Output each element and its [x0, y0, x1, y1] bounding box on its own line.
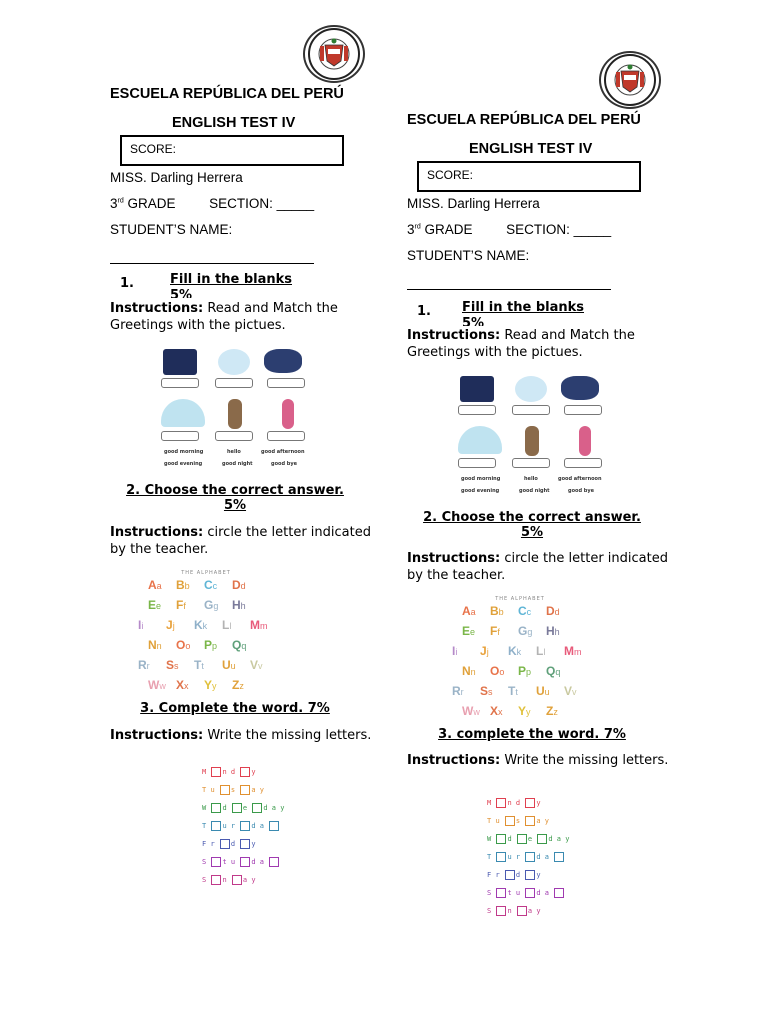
- missing-letter-box[interactable]: [525, 888, 535, 898]
- section2-instructions: [407, 550, 669, 584]
- instructions-label: Instructions:: [110, 728, 204, 743]
- section2-heading: [407, 510, 657, 540]
- missing-letter-box[interactable]: [554, 888, 564, 898]
- alphabet-letter[interactable]: Ee: [148, 598, 162, 612]
- answer-box[interactable]: [161, 431, 199, 441]
- section3-instructions: [407, 752, 669, 769]
- instructions-text: circle the letter indicated by the teacher.: [110, 525, 371, 557]
- section2-title: 2. Choose the correct answer.: [423, 510, 641, 525]
- missing-letter-box[interactable]: [537, 834, 547, 844]
- alphabet-letter[interactable]: Yy: [518, 704, 531, 718]
- alphabet-letter[interactable]: Ww: [462, 704, 480, 718]
- alphabet-letter[interactable]: Rr: [138, 658, 150, 672]
- section3-heading: [110, 701, 360, 716]
- days-of-week-words: [487, 794, 597, 920]
- day-word: S t u d a: [202, 853, 312, 871]
- section1-points: 5%: [170, 288, 193, 298]
- alphabet-letter[interactable]: Pp: [204, 638, 218, 652]
- alphabet-letter[interactable]: Pp: [518, 664, 532, 678]
- missing-letter-box[interactable]: [517, 906, 527, 916]
- greeting-option: good afternoon: [261, 449, 305, 455]
- alphabet-letter[interactable]: Tt: [508, 684, 518, 698]
- section-field: SECTION: _____: [506, 222, 612, 237]
- alphabet-letter[interactable]: Mm: [564, 644, 582, 658]
- missing-letter-box[interactable]: [232, 875, 242, 885]
- alphabet-letter[interactable]: Qq: [546, 664, 561, 678]
- score-box: [120, 135, 344, 166]
- score-box: [417, 161, 641, 192]
- greetings-matching-image: [455, 372, 607, 498]
- day-word: M n d y: [487, 799, 545, 807]
- missing-letter-box[interactable]: [517, 834, 527, 844]
- answer-box[interactable]: [512, 458, 550, 468]
- day-word: F r d y: [202, 840, 260, 848]
- missing-letter-box[interactable]: [211, 821, 221, 831]
- alphabet-letter[interactable]: Jj: [480, 644, 489, 658]
- alphabet-row: [462, 602, 584, 622]
- section1-number: 1.: [120, 276, 134, 291]
- alphabet-letter[interactable]: Kk: [194, 618, 208, 632]
- greeting-option: good night: [222, 461, 253, 467]
- answer-box[interactable]: [215, 431, 253, 441]
- missing-letter-box[interactable]: [554, 852, 564, 862]
- student-name-label: STUDENT’S NAME:: [407, 248, 530, 263]
- answer-box[interactable]: [512, 405, 550, 415]
- day-word: M n d y: [202, 768, 260, 776]
- night-desk-picture: [460, 376, 494, 402]
- alphabet-letter[interactable]: Ee: [462, 624, 476, 638]
- alphabet-letter[interactable]: Aa: [462, 604, 476, 618]
- alphabet-letter[interactable]: Ll: [536, 644, 546, 658]
- answer-box[interactable]: [564, 458, 602, 468]
- teacher-name: MISS. Darling Herrera: [407, 196, 540, 211]
- evening-bed-picture: [264, 349, 302, 373]
- day-word: S t u d a: [487, 884, 597, 902]
- alphabet-letter[interactable]: Jj: [166, 618, 175, 632]
- alphabet-row: [148, 596, 270, 616]
- boy-waving-picture: [228, 399, 242, 429]
- missing-letter-box[interactable]: [240, 857, 250, 867]
- boy-waving-picture: [525, 426, 539, 456]
- day-word: W d e d a y: [487, 835, 574, 843]
- grade-number: 3: [407, 222, 415, 237]
- alphabet-letter[interactable]: Aa: [148, 578, 162, 592]
- day-word: W d e d a y: [202, 804, 289, 812]
- section1-title: Fill in the blanks: [462, 300, 584, 315]
- alphabet-row: [462, 702, 584, 722]
- alphabet-letter[interactable]: Ff: [176, 598, 186, 612]
- alphabet-letter[interactable]: Ii: [452, 644, 458, 658]
- missing-letter-box[interactable]: [505, 816, 515, 826]
- alphabet-letter[interactable]: Ff: [490, 624, 500, 638]
- day-word: T u r d a: [487, 848, 597, 866]
- peru-coat-of-arms-icon: [305, 27, 363, 81]
- alphabet-letter[interactable]: Kk: [508, 644, 522, 658]
- greeting-option: good bye: [271, 461, 297, 467]
- missing-letter-box[interactable]: [211, 767, 221, 777]
- greeting-option: good evening: [461, 488, 500, 494]
- alphabet-letter[interactable]: Xx: [490, 704, 503, 718]
- greeting-option: good night: [519, 488, 550, 494]
- day-word: T u r d a: [202, 817, 312, 835]
- alphabet-letter[interactable]: Bb: [490, 604, 504, 618]
- instructions-text: Read and Match the Greetings with the pictues.: [110, 301, 338, 333]
- section-field: SECTION: _____: [209, 196, 315, 211]
- girl-goodbye-picture: [579, 426, 591, 456]
- missing-letter-box[interactable]: [496, 852, 506, 862]
- alphabet-letter[interactable]: Ss: [480, 684, 493, 698]
- test-title: ENGLISH TEST IV: [172, 115, 296, 131]
- greeting-option: good morning: [164, 449, 204, 455]
- alphabet-letter[interactable]: Uu: [536, 684, 550, 698]
- answer-box[interactable]: [458, 405, 496, 415]
- section1-heading: [417, 300, 617, 326]
- instructions-label: Instructions:: [110, 301, 204, 316]
- peru-coat-of-arms-icon: [601, 53, 659, 107]
- girl-goodbye-picture: [282, 399, 294, 429]
- missing-letter-box[interactable]: [220, 839, 230, 849]
- score-label: SCORE:: [130, 142, 177, 156]
- alphabet-letter[interactable]: Tt: [194, 658, 204, 672]
- answer-box[interactable]: [458, 458, 496, 468]
- missing-letter-box[interactable]: [269, 821, 279, 831]
- section2-points: 5%: [520, 525, 544, 540]
- alphabet-letter[interactable]: Mm: [250, 618, 268, 632]
- greetings-matching-image: [158, 345, 310, 471]
- missing-letter-box[interactable]: [220, 785, 230, 795]
- greeting-option: hello: [524, 476, 538, 482]
- section2-title: 2. Choose the correct answer.: [126, 483, 344, 498]
- student-name-line[interactable]: [407, 288, 611, 290]
- missing-letter-box[interactable]: [240, 821, 250, 831]
- missing-letter-box[interactable]: [496, 834, 506, 844]
- alphabet-letter[interactable]: Ww: [148, 678, 166, 692]
- instructions-text: Read and Match the Greetings with the pictues.: [407, 328, 635, 360]
- alphabet-letter[interactable]: Nn: [148, 638, 162, 652]
- section1-number: 1.: [417, 304, 431, 319]
- alphabet-letter[interactable]: Hh: [546, 624, 560, 638]
- morning-girl-picture: [515, 376, 547, 402]
- alphabet-row: [452, 682, 584, 702]
- alphabet-row: [138, 656, 270, 676]
- alphabet-letter[interactable]: Ii: [138, 618, 144, 632]
- missing-letter-box[interactable]: [525, 870, 535, 880]
- grade-word: GRADE: [424, 222, 473, 237]
- section1-instructions: [110, 300, 372, 334]
- section1-title: Fill in the blanks: [170, 272, 292, 287]
- alphabet-chart: [138, 570, 270, 692]
- section2-points: 5%: [223, 498, 247, 513]
- alphabet-row: [148, 576, 270, 596]
- alphabet-row: [138, 616, 270, 636]
- greeting-option: good morning: [461, 476, 501, 482]
- section2-instructions: [110, 524, 372, 558]
- instructions-label: Instructions:: [110, 525, 204, 540]
- student-name-line[interactable]: [110, 262, 314, 264]
- grade-number: 3: [110, 196, 118, 211]
- instructions-text: Write the missing letters.: [500, 753, 669, 768]
- instructions-label: Instructions:: [407, 551, 501, 566]
- answer-box[interactable]: [267, 431, 305, 441]
- section1-instructions: [407, 327, 669, 361]
- missing-letter-box[interactable]: [496, 906, 506, 916]
- alphabet-letter[interactable]: Gg: [518, 624, 533, 638]
- alphabet-letter[interactable]: Rr: [452, 684, 464, 698]
- alphabet-row: [148, 676, 270, 696]
- missing-letter-box[interactable]: [240, 785, 250, 795]
- missing-letter-box[interactable]: [496, 888, 506, 898]
- alphabet-letter[interactable]: Hh: [232, 598, 246, 612]
- answer-box[interactable]: [564, 405, 602, 415]
- score-label: SCORE:: [427, 168, 474, 182]
- school-seal-logo: [303, 25, 365, 83]
- alphabet-letter[interactable]: Dd: [546, 604, 560, 618]
- missing-letter-box[interactable]: [252, 803, 262, 813]
- student-name-label: STUDENT’S NAME:: [110, 222, 233, 237]
- alphabet-letter[interactable]: Zz: [546, 704, 558, 718]
- school-name: ESCUELA REPÚBLICA DEL PERÚ: [110, 86, 344, 102]
- alphabet-letter[interactable]: Cc: [204, 578, 218, 592]
- alphabet-letter[interactable]: Oo: [176, 638, 191, 652]
- greeting-option: good afternoon: [558, 476, 602, 482]
- missing-letter-box[interactable]: [211, 875, 221, 885]
- alphabet-letter[interactable]: Uu: [222, 658, 236, 672]
- answer-box[interactable]: [215, 378, 253, 388]
- missing-letter-box[interactable]: [269, 857, 279, 867]
- section2-heading: [110, 483, 360, 513]
- test-title: ENGLISH TEST IV: [469, 141, 593, 157]
- right-test-copy: [384, 0, 768, 1024]
- school-seal-logo: [599, 51, 661, 109]
- evening-bed-picture: [561, 376, 599, 400]
- missing-letter-box[interactable]: [240, 767, 250, 777]
- day-word: F r d y: [487, 871, 545, 879]
- section3-title: 3. complete the word. 7%: [438, 727, 626, 742]
- afternoon-park-picture: [458, 426, 502, 454]
- section1-points: 5%: [462, 316, 485, 326]
- alphabet-row: [148, 636, 270, 656]
- afternoon-park-picture: [161, 399, 205, 427]
- day-word: T u s a y: [202, 786, 269, 794]
- days-of-week-words: [202, 763, 312, 889]
- section3-heading: [407, 727, 657, 742]
- alphabet-letter[interactable]: Vv: [564, 684, 577, 698]
- alphabet-letter[interactable]: Nn: [462, 664, 476, 678]
- school-name: ESCUELA REPÚBLICA DEL PERÚ: [407, 112, 641, 128]
- alphabet-chart: [452, 596, 584, 718]
- alphabet-letter[interactable]: Vv: [250, 658, 263, 672]
- alphabet-letter[interactable]: Cc: [518, 604, 532, 618]
- day-word: T u s a y: [487, 817, 554, 825]
- missing-letter-box[interactable]: [525, 798, 535, 808]
- missing-letter-box[interactable]: [211, 803, 221, 813]
- grade-word: GRADE: [127, 196, 176, 211]
- greeting-option: good bye: [568, 488, 594, 494]
- alphabet-title: THE ALPHABET: [181, 570, 231, 576]
- alphabet-letter[interactable]: Xx: [176, 678, 189, 692]
- missing-letter-box[interactable]: [211, 857, 221, 867]
- alphabet-letter[interactable]: Oo: [490, 664, 505, 678]
- missing-letter-box[interactable]: [496, 798, 506, 808]
- alphabet-letter[interactable]: Ll: [222, 618, 232, 632]
- grade-suffix: rd: [117, 197, 124, 205]
- section1-heading: [120, 272, 320, 298]
- instructions-text: circle the letter indicated by the teacher.: [407, 551, 668, 583]
- morning-girl-picture: [218, 349, 250, 375]
- alphabet-row: [462, 662, 584, 682]
- missing-letter-box[interactable]: [525, 852, 535, 862]
- missing-letter-box[interactable]: [525, 816, 535, 826]
- night-desk-picture: [163, 349, 197, 375]
- alphabet-letter[interactable]: Zz: [232, 678, 244, 692]
- alphabet-letter[interactable]: Ss: [166, 658, 179, 672]
- missing-letter-box[interactable]: [232, 803, 242, 813]
- grade-section-line: [110, 196, 314, 211]
- alphabet-letter[interactable]: Gg: [204, 598, 219, 612]
- missing-letter-box[interactable]: [240, 839, 250, 849]
- alphabet-letter[interactable]: Dd: [232, 578, 246, 592]
- section3-title: 3. Complete the word. 7%: [140, 701, 330, 716]
- answer-box[interactable]: [161, 378, 199, 388]
- alphabet-title: THE ALPHABET: [495, 596, 545, 602]
- answer-box[interactable]: [267, 378, 305, 388]
- alphabet-letter[interactable]: Yy: [204, 678, 217, 692]
- day-word: S n a y: [487, 907, 545, 915]
- missing-letter-box[interactable]: [505, 870, 515, 880]
- instructions-label: Instructions:: [407, 328, 501, 343]
- greeting-option: hello: [227, 449, 241, 455]
- instructions-label: Instructions:: [407, 753, 501, 768]
- greeting-option: good evening: [164, 461, 203, 467]
- alphabet-letter[interactable]: Bb: [176, 578, 190, 592]
- teacher-name: MISS. Darling Herrera: [110, 170, 243, 185]
- alphabet-row: [462, 622, 584, 642]
- day-word: S n a y: [202, 876, 260, 884]
- grade-suffix: rd: [414, 223, 421, 231]
- instructions-text: Write the missing letters.: [203, 728, 372, 743]
- alphabet-letter[interactable]: Qq: [232, 638, 247, 652]
- alphabet-row: [452, 642, 584, 662]
- left-test-copy: [0, 0, 380, 1024]
- section3-instructions: [110, 727, 372, 744]
- grade-section-line: [407, 222, 611, 237]
